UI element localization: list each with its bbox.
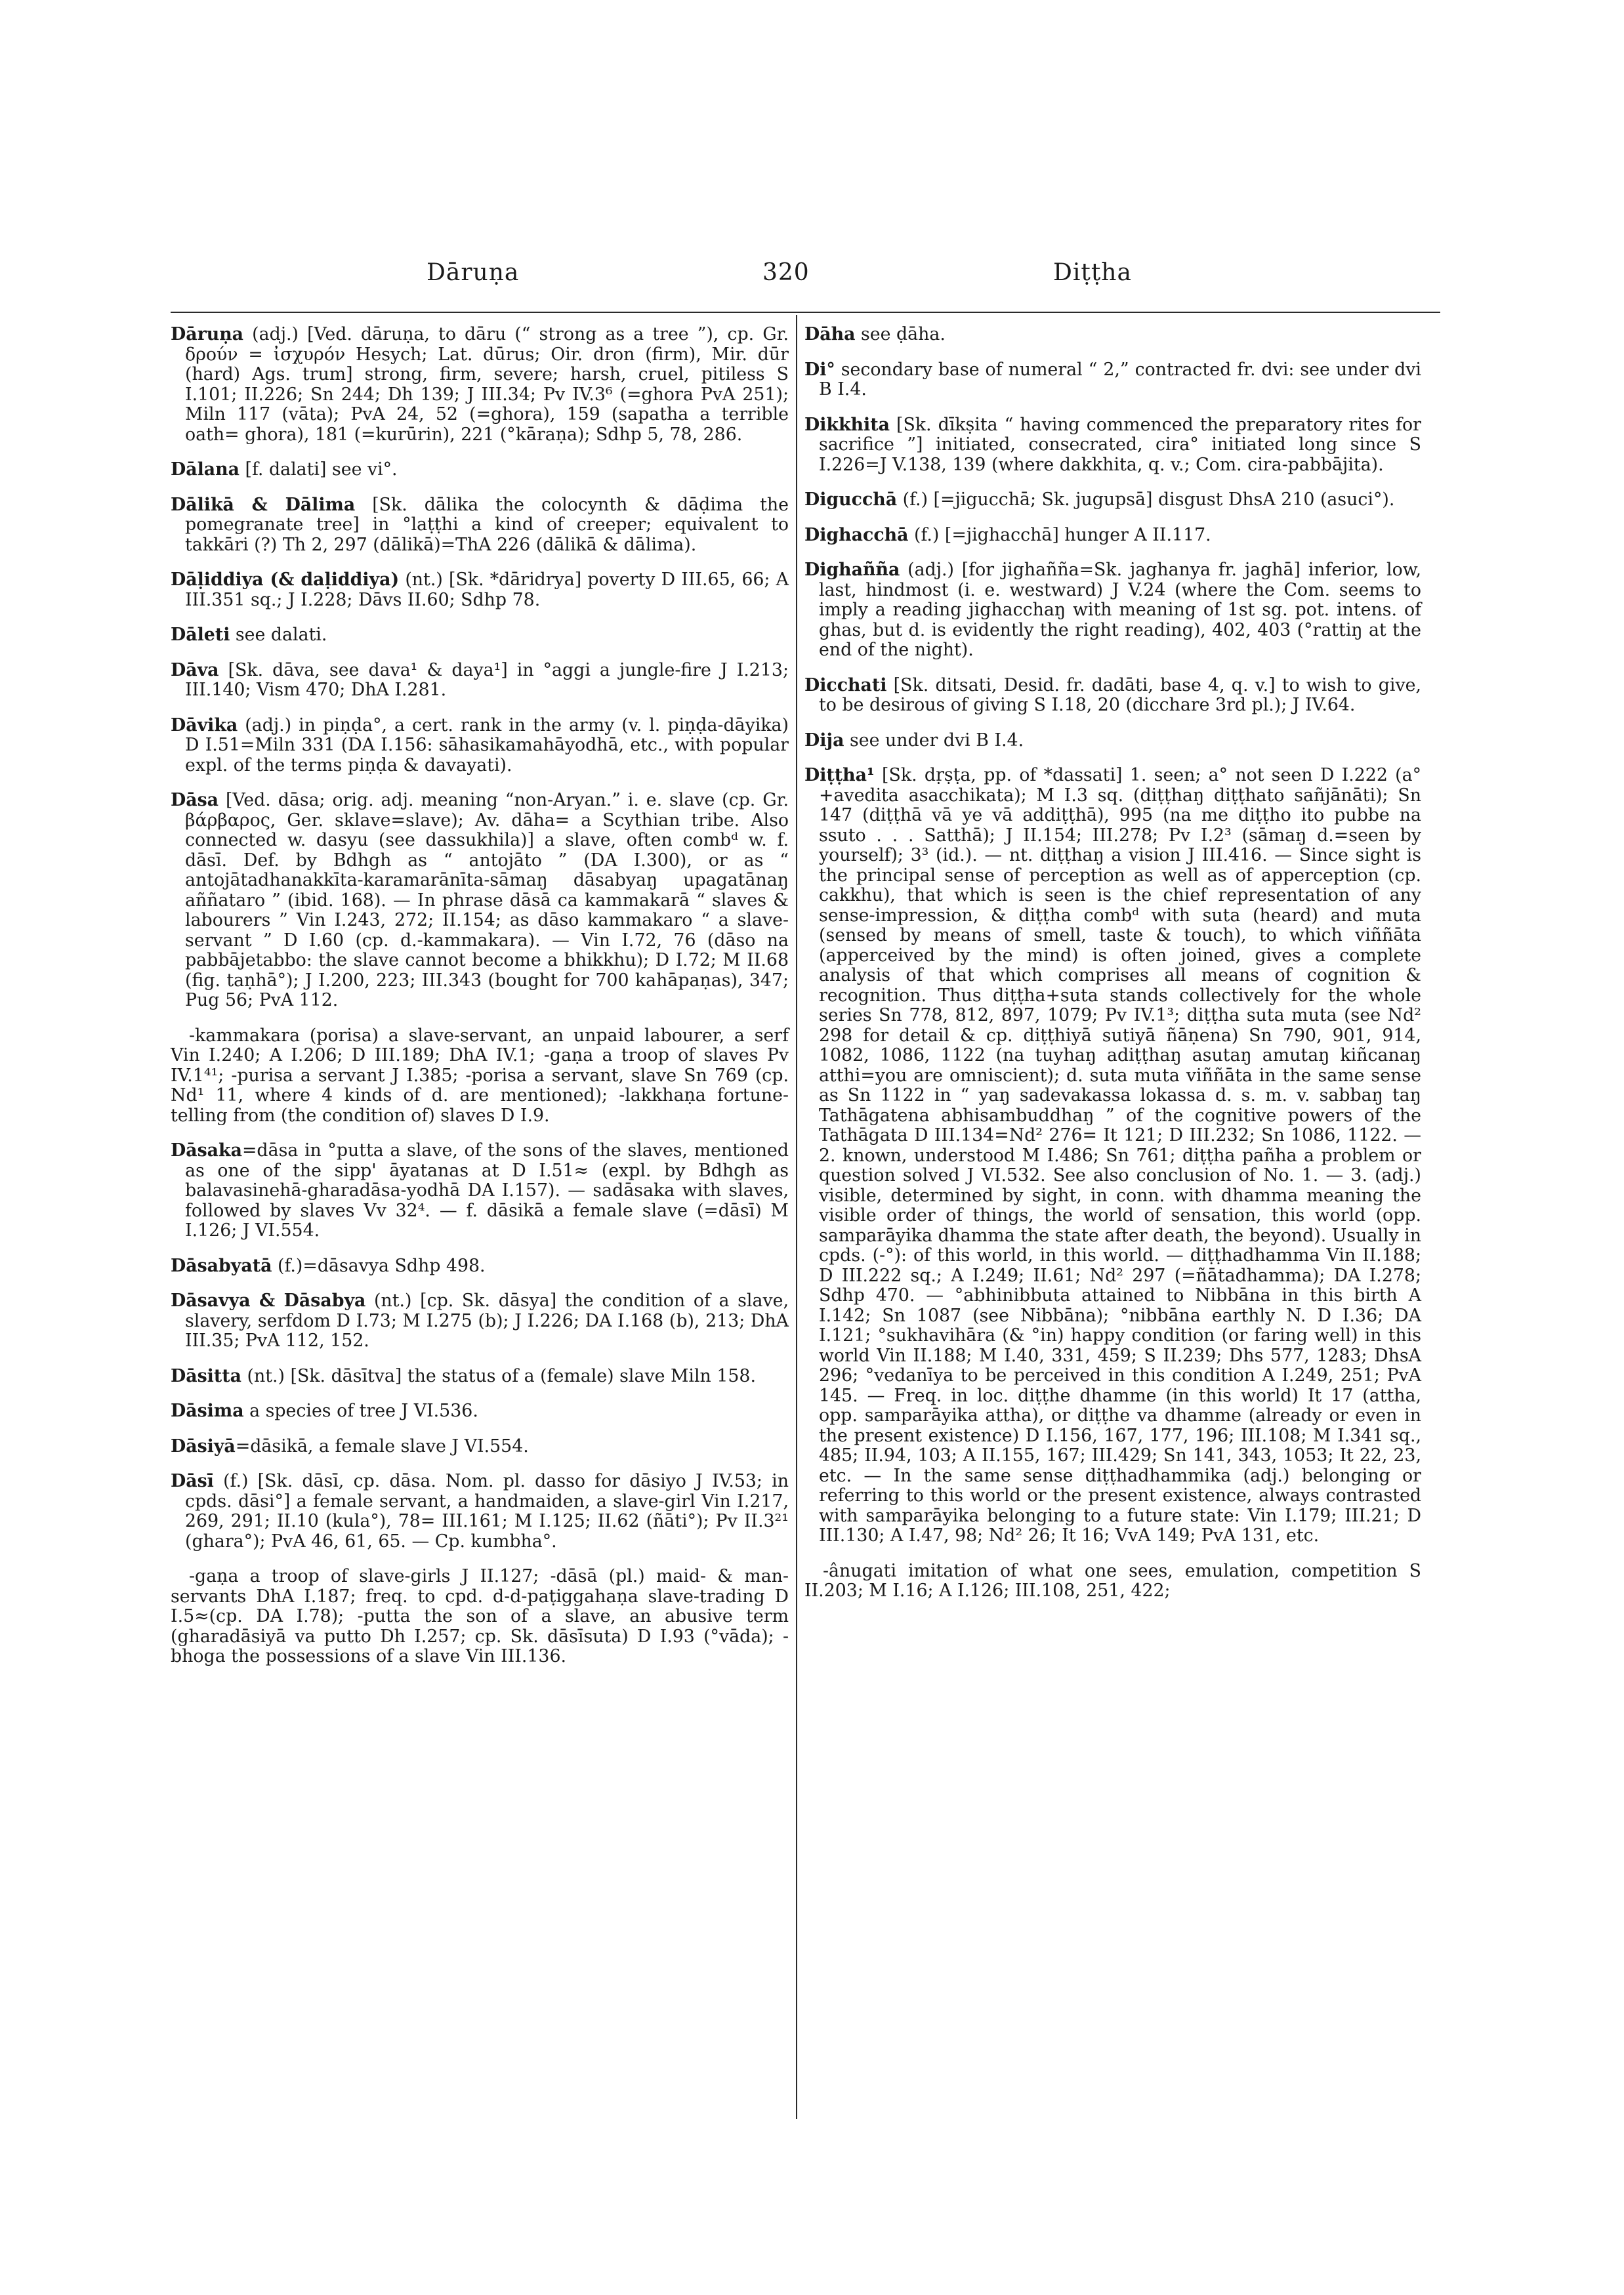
entry-headword: Dālikā & Dālima: [171, 494, 356, 515]
entry-headword: Dicchati: [804, 674, 887, 695]
entry-text: see dalati.: [230, 625, 327, 645]
entry-headword: Dija: [804, 730, 844, 751]
page-header: [0, 259, 1624, 305]
entry-text: (nt.) [Sk. *dāridrya] poverty D III.65, 66; A III.351 sq.; J I.228; Dāvs II.60; Sdhp 78.: [185, 569, 789, 610]
dictionary-entry: [804, 731, 1421, 751]
dictionary-entry: [171, 1291, 789, 1352]
dictionary-entry: [804, 560, 1421, 661]
sub-entry: [804, 1561, 1421, 1602]
entry-text: (f.) [=jighacchā] hunger A II.117.: [908, 524, 1211, 545]
dictionary-entry: [804, 526, 1421, 546]
entry-headword: Dāvika: [171, 714, 238, 735]
dictionary-entry: [804, 490, 1421, 510]
entry-headword: Dāha: [804, 324, 856, 344]
entry-headword: Dāḷiddiya (& daḷiddiya): [171, 569, 400, 590]
entry-text: (f.) [=jigucchā; Sk. jugupsā] disgust DhsA 210 (asuci°).: [897, 489, 1395, 510]
dictionary-entry: [171, 1437, 789, 1457]
entry-headword: Digucchā: [804, 489, 898, 510]
entry-text: (nt.) [Sk. dāsītva] the status of a (female) slave Miln 158.: [241, 1365, 756, 1386]
entry-headword: Dāsiyā: [171, 1436, 236, 1457]
running-head-left: Dāruṇa: [427, 259, 520, 286]
dictionary-entry: [171, 1472, 789, 1552]
dictionary-entry: [804, 766, 1421, 1546]
entry-headword: Dāsa: [171, 790, 219, 810]
dictionary-entry: [171, 495, 789, 556]
sub-entry: [171, 1026, 789, 1127]
entry-text: see under dvi B I.4.: [844, 730, 1024, 751]
column-divider: [796, 315, 797, 2119]
entry-text: (adj.) [for jighañña=Sk. jaghanya fr. jaghā] inferior, low, last, hindmost (i. e. westward) J V.24 (where the Com. seems to imply a reading jighacchaŋ with meaning of 1st sg. pot. intens. of ghas, but d. is evidently the right reading), 402, 403 (°rattiŋ at the end of the night).: [819, 560, 1421, 660]
sub-entry: [171, 1567, 789, 1667]
dictionary-entry: [171, 716, 789, 776]
entry-headword: Dāleti: [171, 625, 230, 645]
dictionary-entry: [171, 661, 789, 701]
entry-headword: Dāsī: [171, 1471, 214, 1491]
entry-text: [Sk. dṛṣṭa, pp. of *dassati] 1. seen; a° not seen D I.222 (a°+avedita asacchikata); M I.3 sq. (diṭṭhaŋ diṭṭhato sañjānāti); Sn 147 (diṭṭhā vā ye vā addiṭṭhā), 995 (na me diṭṭho ito pubbe na ssuto . . . Satthā); J II.154; III.278; Pv I.2³ (sāmaŋ d.=seen by yourself); 3³ (id.). — nt. diṭṭhaŋ a vision J III.416. — Since sight is the principal sense of perception as well as of apperception (cp. cakkhu), that which is seen is the chief representation of any sense-impression, & diṭṭha combᵈ with suta (heard) and muta (sensed by means of smell, taste & touch), to which viññāta (apperceived by the mind) is often joined, gives a complete analysis of that which comprises all means of cognition & recognition. Thus diṭṭha+suta stands collectively for the whole series Sn 778, 812, 897, 1079; Pv IV.1³; diṭṭha suta muta (see Nd² 298 for detail & cp. diṭṭhiyā sutiyā ñāṇena) Sn 790, 901, 914, 1082, 1086, 1122 (na tuyhaŋ adiṭṭhaŋ asutaŋ amutaŋ kiñcanaŋ atthi=you are omniscient); d. suta muta viññāta in the same sense as Sn 1122 in “ yaŋ sadevakassa lokassa d. s. m. v. sabbaŋ taŋ Tathāgatena abhisambuddhaŋ ” of the cognitive powers of the Tathāgata D III.134=Nd² 276= It 121; D III.232; Sn 1086, 1122. — 2. known, understood M I.486; Sn 761; diṭṭha pañha a problem or question solved J VI.532. See also conclusion of No. 1. — 3. (adj.) visible, determined by sight, in conn. with dhamma meaning the visible order of things, the world of sensation, this world (opp. samparāyika dhamma the state after death, the beyond). Usually in cpds. (-°): of this world, in this world. — diṭṭhadhamma Vin II.188; D III.222 sq.; A I.249; II.61; Nd² 297 (=ñātadhamma); DA I.278; Sdhp 470. — °abhinibbuta attained to Nibbāna in this birth A I.142; Sn 1087 (see Nibbāna); °nibbāna earthly N. D I.36; DA I.121; °sukhavihāra (& °in) happy condition (or faring well) in this world Vin II.188; M I.40, 331, 459; S II.239; Dhs 577, 1283; DhsA 296; °vedanīya to be perceived in this condition A I.249, 251; PvA 145. — Freq. in loc. diṭṭhe dhamme (in this world) It 17 (attha, opp. samparāyika attha), or diṭṭhe va dhamme (already or even in the present existence) D I.156, 167, 177, 196; III.108; M I.341 sq., 485; II.94, 103; A II.155, 167; III.429; Sn 141, 343, 1053; It 22, 23, etc. — In the same sense diṭṭhadhammika (adj.) belonging or referring to this world or the present existence, always contrasted with samparāyika belonging to a future state: Vin I.179; III.21; D III.130; A I.47, 98; Nd² 26; It 16; VvA 149; PvA 131, etc.: [819, 765, 1421, 1546]
entry-text: -ânugati imitation of what one sees, emulation, competition S II.203; M I.16; A I.126; III.108, 251, 422;: [804, 1560, 1421, 1601]
entry-headword: Dighañña: [804, 560, 900, 580]
entry-text: (f.) [Sk. dāsī, cp. dāsa. Nom. pl. dasso for dāsiyo J IV.53; in cpds. dāsi°] a female servant, a handmaiden, a slave-girl Vin I.217, 269, 291; II.10 (kula°), 78= III.161; M I.125; II.62 (ñāti°); Pv II.3²¹ (ghara°); PvA 46, 61, 65. — Cp. kumbha°.: [185, 1471, 789, 1552]
entry-text: [Sk. dīkṣita “ having commenced the preparatory rites for sacrifice ”] initiated, consecrated, cira° initiated long since S I.226=J V.138, 139 (where dakkhita, q. v.; Com. cira-pabbājita).: [819, 414, 1421, 475]
page-number: 320: [762, 259, 810, 286]
entry-headword: Dāsima: [171, 1401, 244, 1421]
entry-text: =dāsikā, a female slave J VI.554.: [235, 1436, 529, 1457]
entry-headword: Dāsabyatā: [171, 1255, 272, 1276]
entry-text: a species of tree J VI.536.: [243, 1401, 478, 1421]
entry-text: see ḍāha.: [855, 324, 946, 344]
entry-headword: Dikkhita: [804, 414, 890, 435]
entry-headword: Dāsaka: [171, 1140, 242, 1161]
dictionary-entry: [804, 360, 1421, 400]
entry-text: [Sk. ditsati, Desid. fr. dadāti, base 4, q. v.] to wish to give, to be desirous of giving S I.18, 20 (dicchare 3rd pl.); J IV.64.: [819, 674, 1421, 715]
entry-headword: Dighacchā: [804, 524, 909, 545]
entry-text: (f.)=dāsavya Sdhp 498.: [272, 1255, 486, 1276]
running-head-right: Diṭṭha: [1053, 259, 1132, 286]
dictionary-entry: [171, 1401, 789, 1422]
entry-text: (adj.) in piṇḍa°, a cert. rank in the army (v. l. piṇḍa-dāyika) D I.51=Miln 331 (DA I.156: sāhasikamahāyodhā, etc., with popular expl. of the terms piṇḍa & davayati).: [185, 714, 789, 775]
header-rule: [171, 312, 1440, 313]
entry-headword: Dāruṇa: [171, 324, 244, 344]
dictionary-entry: [804, 325, 1421, 345]
entry-headword: Diṭṭha¹: [804, 765, 875, 785]
entry-text: [f. dalati] see vi°.: [239, 459, 398, 480]
dictionary-entry: [171, 1141, 789, 1241]
entry-text: -kammakara (porisa) a slave-servant, an unpaid labourer, a serf Vin I.240; A I.206; D III.189; DhA IV.1; -gaṇa a troop of slaves Pv IV.1⁴¹; -purisa a servant J I.385; -porisa a servant, slave Sn 769 (cp. Nd¹ 11, where 4 kinds of d. are mentioned); -lakkhaṇa fortune-telling from (the condition of) slaves D I.9.: [171, 1025, 789, 1126]
entry-text: [Ved. dāsa; orig. adj. meaning “non-Aryan.” i. e. slave (cp. Gr. βάρβαρος, Ger. sklave=slave); Av. dāha= a Scythian tribe. Also connected w. dasyu (see dassukhila)] a slave, often combᵈ w. f. dāsī. Def. by Bdhgh as “ antojāto ” (DA I.300), or as “ antojātadhanakkīta-karamarānīta-sāmaŋ dāsabyaŋ upagatānaŋ aññataro ” (ibid. 168). — In phrase dāsā ca kammakarā “ slaves & labourers ” Vin I.243, 272; II.154; as dāso kammakaro “ a slave-servant ” D I.60 (cp. d.-kammakara). — Vin I.72, 76 (dāso na pabbājetabbo: the slave cannot become a bhikkhu); D I.72; M II.68 (fig. taṇhā°); J I.200, 223; III.343 (bought for 700 kahāpaṇas), 347; Pug 56; PvA 112.: [185, 790, 789, 1010]
dictionary-entry: [804, 676, 1421, 716]
entry-text: (nt.) [cp. Sk. dāsya] the condition of a slave, slavery, serfdom D I.73; M I.275 (b); J I.226; DA I.168 (b), 213; DhA III.35; PvA 112, 152.: [185, 1291, 789, 1351]
entry-headword: Di°: [804, 359, 835, 380]
entry-text: -gaṇa a troop of slave-girls J II.127; -dāsā (pl.) maid- & man-servants DhA I.187; freq. to cpd. d-d-paṭiggahaṇa slave-trading D I.5≈(cp. DA I.78); -putta the son of a slave, an abusive term (gharadāsiyā va putto Dh I.257; cp. Sk. dāsīsuta) D I.93 (°vāda); -bhoga the possessions of a slave Vin III.136.: [171, 1566, 789, 1666]
entry-text: (adj.) [Ved. dāruṇa, to dāru (“ strong as a tree ”), cp. Gr. δρούν = ἰσχυρόν Hesych; Lat. dūrus; Oir. dron (firm), Mir. dūr (hard) Ags. trum] strong, firm, severe; harsh, cruel, pitiless S I.101; II.226; Sn 244; Dh 139; J III.34; Pv IV.3⁶ (=ghora PvA 251); Miln 117 (vāta); PvA 24, 52 (=ghora), 159 (sapatha a terrible oath= ghora), 181 (=kurūrin), 221 (°kāraṇa); Sdhp 5, 78, 286.: [185, 324, 789, 445]
entry-text: [Sk. dālika the colocynth & dāḍima the pomegranate tree] in °laṭṭhi a kind of creeper; equivalent to takkāri (?) Th 2, 297 (dālikā)=ThA 226 (dālikā & dālima).: [185, 494, 789, 555]
dictionary-entry: [171, 570, 789, 610]
dictionary-entry: [804, 415, 1421, 476]
dictionary-entry: [171, 1256, 789, 1277]
dictionary-entry: [171, 325, 789, 445]
entry-headword: Dālana: [171, 459, 239, 480]
right-column: [804, 325, 1421, 1617]
entry-text: =dāsa in °putta a slave, of the sons of the slaves, mentioned as one of the sipp' āyatanas at D I.51≈ (expl. by Bdhgh as balavasinehā-gharadāsa-yodhā DA I.157). — sadāsaka with slaves, followed by slaves Vv 32⁴. — f. dāsikā a female slave (=dāsī) M I.126; J VI.554.: [185, 1140, 789, 1241]
entry-headword: Dāva: [171, 659, 219, 680]
entry-text: secondary base of numeral “ 2,” contracted fr. dvi: see under dvi B I.4.: [819, 359, 1421, 400]
entry-text: [Sk. dāva, see dava¹ & daya¹] in °aggi a jungle-fire J I.213; III.140; Vism 470; DhA I.281.: [185, 659, 789, 700]
dictionary-entry: [171, 625, 789, 646]
left-column: [171, 325, 789, 1682]
dictionary-entry: [171, 791, 789, 1011]
dictionary-entry: [171, 460, 789, 480]
dictionary-entry: [171, 1367, 789, 1387]
entry-headword: Dāsitta: [171, 1365, 241, 1386]
entry-headword: Dāsavya & Dāsabya: [171, 1291, 366, 1311]
